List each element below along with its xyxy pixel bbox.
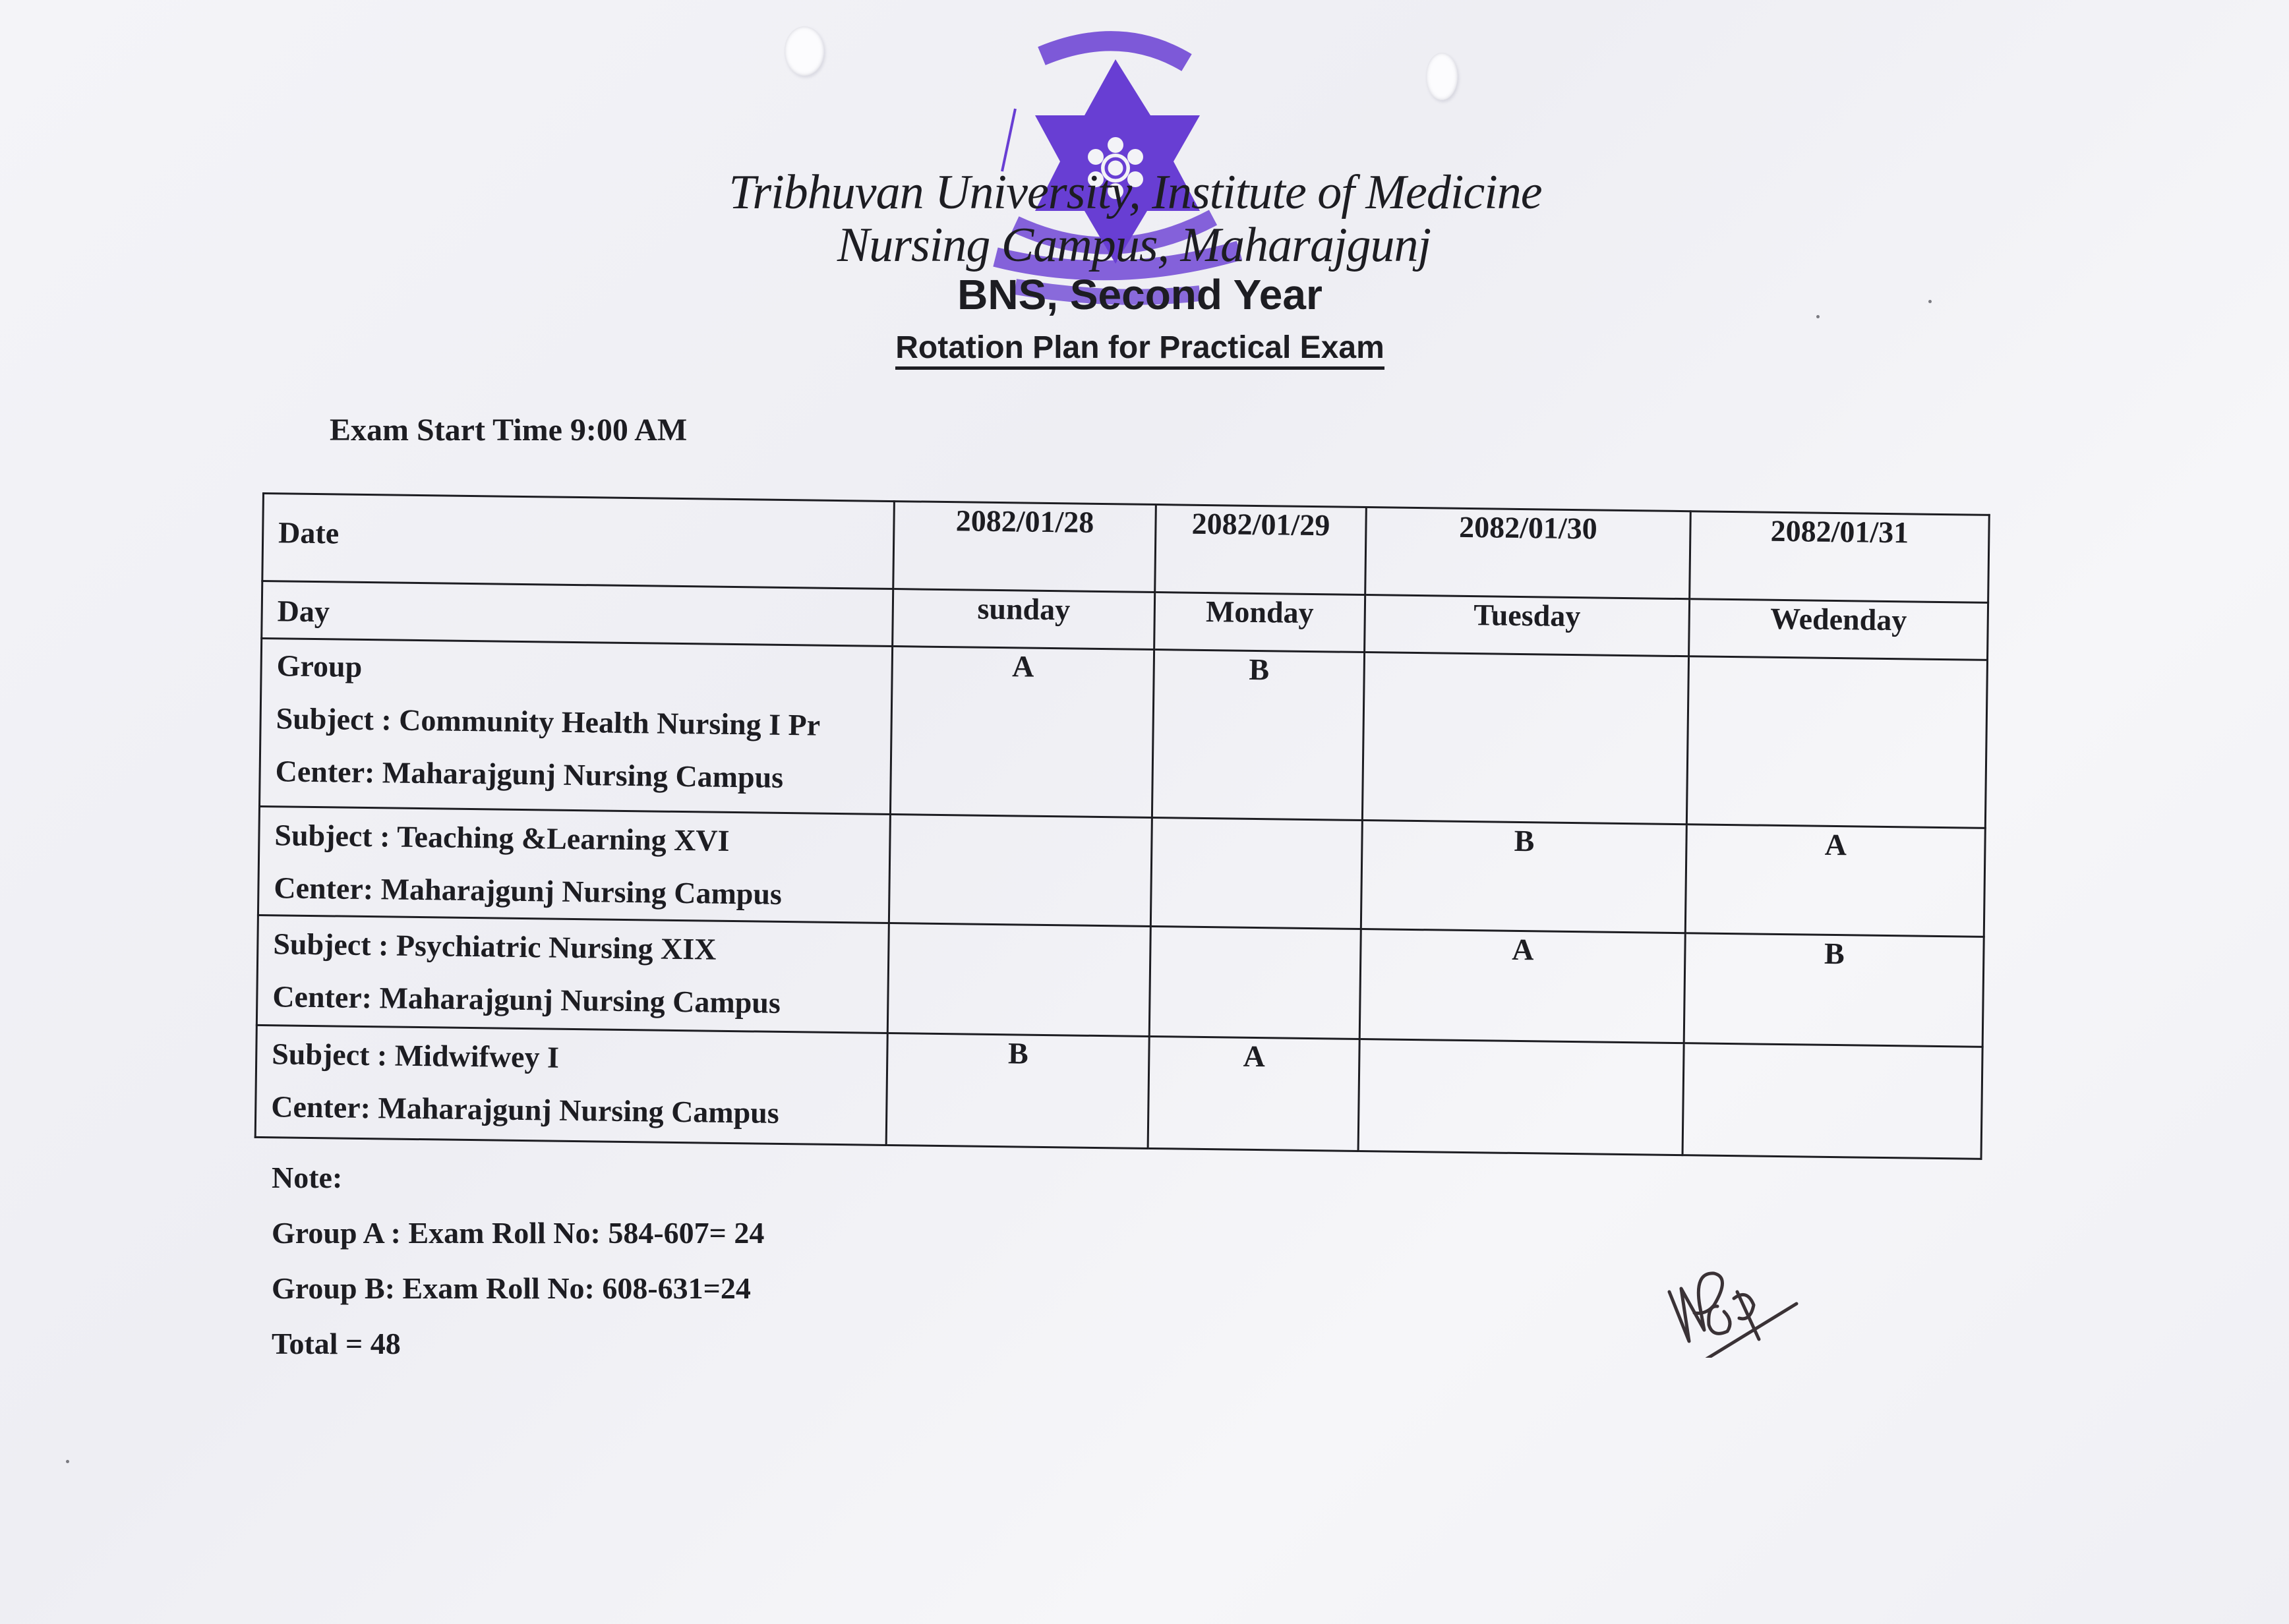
group-assignment [1682,1043,1982,1159]
group-assignment: A [1685,825,1985,937]
group-assignment: A [1148,1036,1359,1151]
group-assignment: B [1152,650,1364,821]
subject-cell [260,639,893,815]
day-label: Day [277,594,330,629]
document-title-text: Rotation Plan for Practical Exam [895,330,1384,370]
subject-row [260,639,1988,828]
subject-name: Subject : Midwifwey I [271,1037,560,1074]
group-label: Group [276,649,363,683]
paper-speck [66,1460,69,1463]
punch-hole [1426,53,1458,100]
group-assignment: B [1361,821,1686,933]
day-label-cell [262,581,893,647]
day-cell: sunday [893,589,1155,650]
rotation-table [254,492,1990,1160]
date-cell: 2082/01/28 [893,502,1156,593]
day-cell: Monday [1154,593,1365,652]
group-assignment [889,815,1152,927]
group-b-note: Group B: Exam Roll No: 608-631=24 [272,1271,751,1305]
exam-center: Center: Maharajgunj Nursing Campus [275,754,784,794]
notes-section [272,1150,764,1372]
date-cell: 2082/01/31 [1690,511,1990,603]
group-assignment [887,923,1150,1036]
punch-hole [785,26,824,76]
subject-cell [256,915,889,1033]
group-assignment: A [1359,929,1685,1043]
group-a-note: Group A : Exam Roll No: 584-607= 24 [272,1216,765,1250]
subject-name: Subject : Community Health Nursing I Pr [276,701,821,742]
subject-name: Subject : Teaching &Learning XVI [274,818,730,857]
group-assignment [1362,652,1688,825]
group-assignment [1150,817,1362,929]
subject-cell [258,806,890,923]
group-assignment: A [890,647,1154,818]
exam-center: Center: Maharajgunj Nursing Campus [272,979,781,1020]
rotation-table-wrapper [254,492,1988,1153]
date-label-cell [262,494,895,589]
subject-cell [255,1025,887,1145]
subject-row [258,806,1985,937]
document-title [0,330,2284,366]
note-label: Note: [272,1161,343,1194]
exam-start-time: Exam Start Time 9:00 AM [330,413,688,448]
date-label: Date [278,515,340,550]
subject-name: Subject : Psychiatric Nursing XIX [273,927,717,966]
subject-row [256,915,1984,1047]
date-cell: 2082/01/30 [1365,508,1691,599]
total-note: Total = 48 [272,1327,401,1360]
program-heading: BNS, Second Year [957,271,1323,318]
group-assignment [1149,926,1361,1039]
group-assignment [1686,656,1987,828]
handwritten-signature [1655,1259,1806,1358]
exam-center: Center: Maharajgunj Nursing Campus [274,871,783,911]
university-heading: Tribhuvan University, Institute of Medicine [728,165,1542,219]
campus-heading: Nursing Campus, Maharajgunj [837,218,1431,272]
day-cell: Wedenday [1689,599,1988,660]
group-assignment [1358,1039,1684,1155]
exam-center: Center: Maharajgunj Nursing Campus [270,1089,780,1130]
day-cell: Tuesday [1365,595,1690,656]
date-cell: 2082/01/29 [1155,505,1367,595]
subject-row [255,1025,1982,1159]
group-assignment: B [1684,933,1984,1047]
group-assignment: B [886,1033,1149,1148]
